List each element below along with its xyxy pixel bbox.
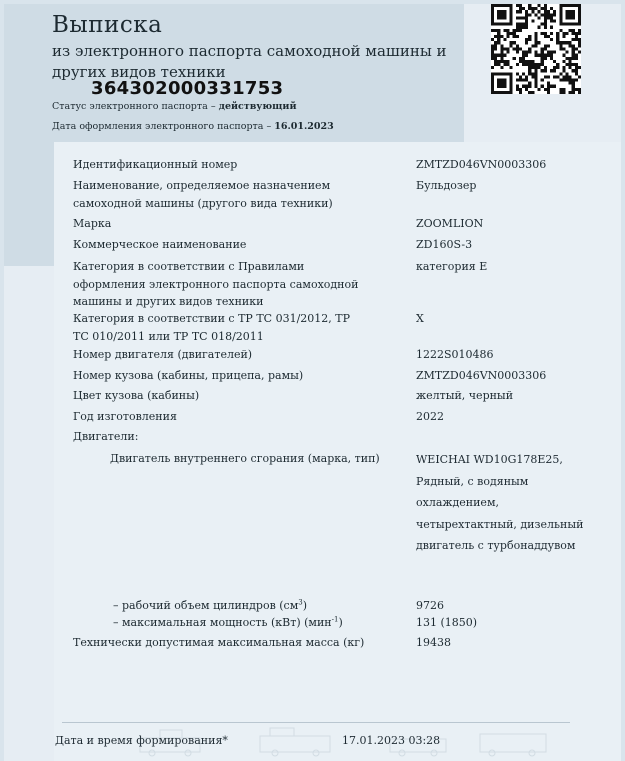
max-mass-label: Технически допустимая максимальная масса (кг)	[73, 636, 365, 649]
name-label: Наименование, определяемое назначением самоходной машины (другого вида техники)	[73, 179, 333, 210]
category-tr-label: Категория в соответствии с ТР ТС 031/2012, ТР ТС 010/2011 или ТР ТС 018/2011	[73, 312, 350, 343]
category-tr-value: X	[416, 312, 424, 325]
power-label-suffix: )	[338, 616, 343, 629]
year-label: Год изготовления	[73, 410, 177, 423]
name-value: Бульдозер	[416, 179, 477, 192]
vin-value: ZMTZD046VN0003306	[416, 158, 547, 171]
power-label-sup: -1	[331, 615, 339, 624]
qr-code	[491, 4, 581, 94]
power-value: 131 (1850)	[416, 616, 478, 629]
issue-date-label: Дата оформления электронного паспорта –	[52, 121, 275, 132]
displacement-label-sup: 3	[298, 598, 303, 607]
generated-at-value: 17.01.2023 03:28	[342, 734, 441, 747]
status-value: действующий	[218, 101, 297, 112]
engine-number-label: Номер двигателя (двигателей)	[73, 348, 253, 361]
vin-label: Идентификационный номер	[73, 158, 238, 171]
ice-value: WEICHAI WD10G178E25, Рядный, с водяным охлаждением, четырехтактный, дизельный двигатель с турбонаддувом	[416, 453, 584, 552]
issue-date-value: 16.01.2023	[274, 121, 334, 132]
brand-value: ZOOMLION	[416, 217, 484, 230]
body-number-label: Номер кузова (кабины, прицепа, рамы)	[73, 369, 304, 382]
commercial-name-value: ZD160S-3	[416, 238, 473, 251]
ice-label: Двигатель внутреннего сгорания (марка, тип)	[110, 452, 380, 465]
displacement-value: 9726	[416, 599, 444, 612]
year-value: 2022	[416, 410, 444, 423]
power-label-text: – максимальная мощность (кВт) (мин	[113, 616, 332, 629]
category-rules-label: Категория в соответствии с Правилами оформления электронного паспорта самоходной машины и других видов техники	[73, 260, 359, 308]
issue-date-line	[52, 121, 334, 132]
status-line	[52, 101, 297, 112]
displacement-label-suffix: )	[302, 599, 308, 612]
body-color-label: Цвет кузова (кабины)	[73, 389, 200, 402]
status-label: Статус электронного паспорта –	[52, 101, 219, 112]
commercial-name-label: Коммерческое наименование	[73, 238, 247, 251]
document-title: Выписка	[52, 12, 163, 38]
engines-heading: Двигатели:	[73, 430, 139, 443]
generated-at-label: Дата и время формирования*	[55, 734, 228, 747]
max-mass-value: 19438	[416, 636, 451, 649]
footer-divider	[62, 722, 570, 723]
power-label	[113, 614, 403, 632]
body-number-value: ZMTZD046VN0003306	[416, 369, 547, 382]
brand-label: Марка	[73, 217, 112, 230]
passport-number: 364302000331753	[91, 78, 284, 99]
displacement-label	[113, 597, 403, 615]
qr-code-graphic	[491, 4, 581, 94]
body-color-value: желтый, черный	[416, 389, 514, 402]
document-subtitle: из электронного паспорта самоходной машины и других видов техники	[52, 42, 447, 81]
engine-number-value: 1222S010486	[416, 348, 494, 361]
displacement-label-text: – рабочий объем цилиндров (см	[113, 599, 299, 612]
category-rules-value: категория E	[416, 260, 488, 273]
